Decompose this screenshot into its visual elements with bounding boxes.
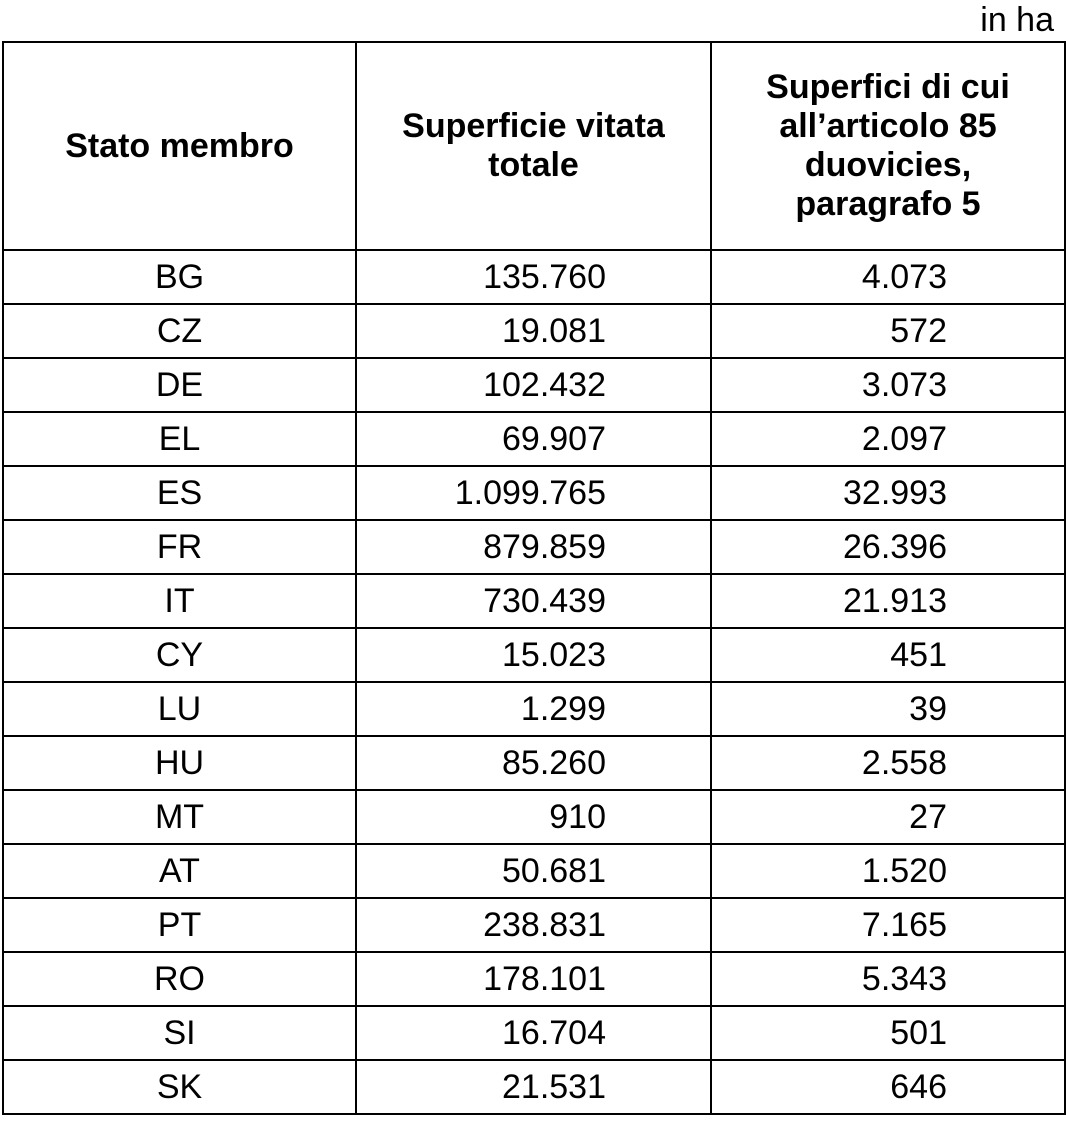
total-area-cell: 730.439	[356, 574, 711, 628]
article-area-cell: 5.343	[711, 952, 1065, 1006]
table-row	[3, 898, 1065, 952]
table-row	[3, 412, 1065, 466]
table-row	[3, 250, 1065, 304]
table-row	[3, 736, 1065, 790]
total-area-cell: 178.101	[356, 952, 711, 1006]
member-state-cell: AT	[3, 844, 356, 898]
header-member-state: Stato membro	[3, 42, 356, 250]
total-area-cell: 910	[356, 790, 711, 844]
article-area-cell: 2.558	[711, 736, 1065, 790]
header-article-area	[711, 42, 1065, 250]
unit-label: in ha	[980, 1, 1054, 39]
member-state-cell: PT	[3, 898, 356, 952]
table-row	[3, 358, 1065, 412]
table-row	[3, 952, 1065, 1006]
member-state-cell: ES	[3, 466, 356, 520]
table-row	[3, 1006, 1065, 1060]
total-area-cell: 102.432	[356, 358, 711, 412]
article-area-cell: 4.073	[711, 250, 1065, 304]
article-area-cell: 1.520	[711, 844, 1065, 898]
total-area-cell: 879.859	[356, 520, 711, 574]
article-area-cell: 451	[711, 628, 1065, 682]
table-row	[3, 1060, 1065, 1114]
total-area-cell: 19.081	[356, 304, 711, 358]
total-area-cell: 50.681	[356, 844, 711, 898]
total-area-cell: 69.907	[356, 412, 711, 466]
header-total-area	[356, 42, 711, 250]
article-area-cell: 26.396	[711, 520, 1065, 574]
article-area-cell: 3.073	[711, 358, 1065, 412]
member-state-cell: SI	[3, 1006, 356, 1060]
header-total-area-text: Superficie vitata totale	[402, 107, 665, 184]
member-state-cell: SK	[3, 1060, 356, 1114]
header-row	[3, 42, 1065, 250]
member-state-cell: IT	[3, 574, 356, 628]
total-area-cell: 16.704	[356, 1006, 711, 1060]
table-row	[3, 574, 1065, 628]
total-area-cell: 21.531	[356, 1060, 711, 1114]
total-area-cell: 1.299	[356, 682, 711, 736]
table-row	[3, 628, 1065, 682]
article-area-cell: 21.913	[711, 574, 1065, 628]
member-state-cell: DE	[3, 358, 356, 412]
article-area-cell: 572	[711, 304, 1065, 358]
table-row	[3, 466, 1065, 520]
member-state-cell: BG	[3, 250, 356, 304]
article-area-cell: 7.165	[711, 898, 1065, 952]
total-area-cell: 135.760	[356, 250, 711, 304]
total-area-cell: 1.099.765	[356, 466, 711, 520]
article-area-cell: 32.993	[711, 466, 1065, 520]
total-area-cell: 238.831	[356, 898, 711, 952]
table-row	[3, 844, 1065, 898]
article-area-cell: 646	[711, 1060, 1065, 1114]
article-area-cell: 27	[711, 790, 1065, 844]
table-row	[3, 520, 1065, 574]
table-row	[3, 304, 1065, 358]
vineyard-area-table	[2, 41, 1066, 1115]
member-state-cell: LU	[3, 682, 356, 736]
article-area-cell: 2.097	[711, 412, 1065, 466]
total-area-cell: 85.260	[356, 736, 711, 790]
table-row	[3, 682, 1065, 736]
total-area-cell: 15.023	[356, 628, 711, 682]
table-body	[3, 250, 1065, 1114]
article-area-cell: 39	[711, 682, 1065, 736]
table-row	[3, 790, 1065, 844]
article-area-cell: 501	[711, 1006, 1065, 1060]
member-state-cell: RO	[3, 952, 356, 1006]
member-state-cell: CZ	[3, 304, 356, 358]
member-state-cell: MT	[3, 790, 356, 844]
member-state-cell: FR	[3, 520, 356, 574]
member-state-cell: HU	[3, 736, 356, 790]
member-state-cell: CY	[3, 628, 356, 682]
table-header	[3, 42, 1065, 250]
header-article-area-text: Superfici di cui all’articolo 85 duovicies, paragrafo 5	[766, 68, 1010, 223]
member-state-cell: EL	[3, 412, 356, 466]
